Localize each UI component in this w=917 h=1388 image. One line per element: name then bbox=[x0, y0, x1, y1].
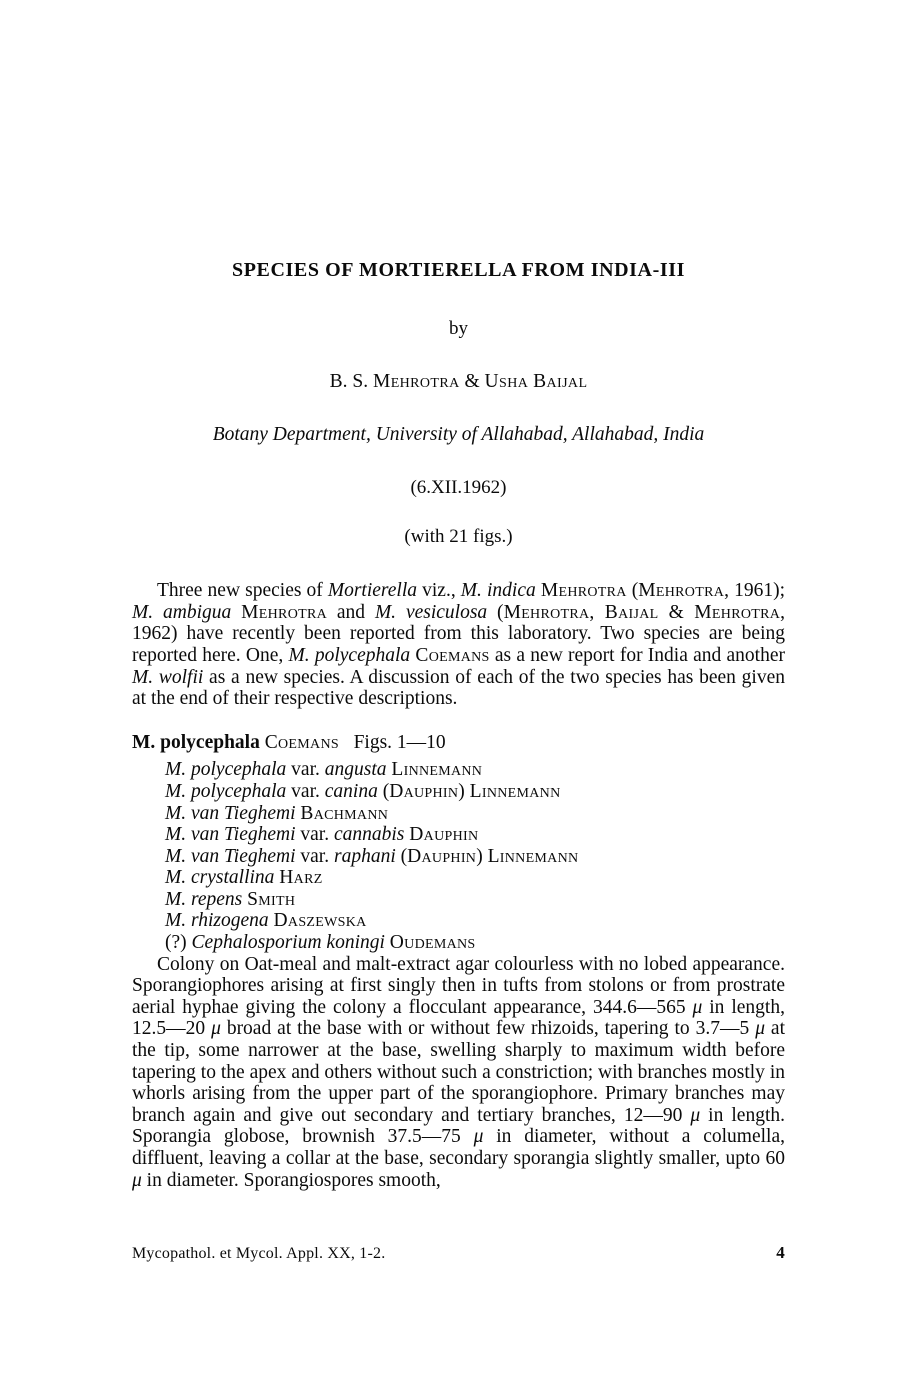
text-run-12: and bbox=[327, 601, 375, 623]
text-run-0: Colony on Oat-meal and malt-extract agar colourless with no lobed appearance. Sporangiophores arising at first singly then in tufts from stolons or from prostrate aerial hyphae giving the colony a flocculant appearance, 344.6—565 bbox=[132, 953, 785, 1018]
text-run-0: M. repens bbox=[165, 888, 243, 910]
text-run-4: Dauphin bbox=[409, 824, 479, 846]
text-run-10: in diameter, without a columella, diffluent, leaving a collar at the base, secondary sporangia slightly smaller, upto 60 bbox=[132, 1126, 785, 1170]
author-surname-1: Mehrotra bbox=[372, 370, 460, 392]
text-run-1: var. bbox=[295, 824, 334, 846]
text-run-21: M. wolfii bbox=[132, 666, 204, 688]
author-line bbox=[132, 370, 785, 393]
text-run-2: Bachmann bbox=[300, 802, 389, 824]
author-conjunction: & bbox=[459, 370, 485, 392]
text-run-4: broad at the base with or without few rhizoids, tapering to 3.7—5 bbox=[220, 1018, 756, 1040]
synonym-item bbox=[165, 759, 785, 781]
text-run-4: Dauphin bbox=[407, 845, 477, 867]
text-run-0: M. polycephala bbox=[165, 759, 287, 781]
text-run-3: ( bbox=[395, 845, 408, 867]
species-name: M. polycephala bbox=[132, 731, 260, 753]
text-run-9: μ bbox=[473, 1126, 484, 1148]
text-run-8: , 1961); bbox=[724, 580, 785, 602]
text-run-0: M. polycephala bbox=[165, 780, 287, 802]
synonym-item bbox=[165, 781, 785, 803]
text-run-2: Daszewska bbox=[273, 910, 367, 932]
text-run-2: in length, 12.5—20 bbox=[132, 996, 785, 1040]
text-run-13: M. vesiculosa bbox=[374, 601, 488, 623]
text-run-14: ( bbox=[487, 601, 504, 623]
synonym-item bbox=[165, 910, 785, 932]
author-surname-2: Baijal bbox=[533, 370, 588, 392]
text-run-2: angusta bbox=[324, 759, 387, 781]
text-run-6: at the tip, some narrower at the base, swelling sharply to maximum width before tapering to the apex and others without such a constriction; with branches mostly in whorls arising from the upper part of the sporangiophore. Primary branches may branch again and give out secondary and tertiary branches, 12—90 bbox=[132, 1018, 785, 1126]
text-run-6: ( bbox=[626, 580, 639, 602]
text-run-5: ) bbox=[476, 845, 488, 867]
text-run-3: M. indica bbox=[460, 580, 536, 602]
text-run-1: Cephalosporium koningi bbox=[191, 932, 385, 954]
text-run-3: ( bbox=[377, 780, 390, 802]
figure-note: (with 21 figs.) bbox=[404, 526, 513, 548]
text-run-1: Mortierella bbox=[327, 580, 418, 602]
text-run-0: M. van Tieghemi bbox=[165, 802, 296, 824]
text-run-1: μ bbox=[692, 996, 703, 1018]
text-run-0: M. van Tieghemi bbox=[165, 824, 296, 846]
text-run-0: (?) bbox=[165, 932, 192, 954]
species-authority: Coemans bbox=[264, 731, 339, 753]
text-run-20: as a new report for India and another bbox=[489, 644, 785, 666]
text-run-11: μ bbox=[132, 1169, 142, 1191]
text-run-5: ) bbox=[458, 780, 470, 802]
author-given-2: Usha bbox=[484, 370, 529, 392]
synonym-item bbox=[165, 803, 785, 825]
species-figure-range: Figs. 1—10 bbox=[353, 731, 446, 753]
text-run-1: var. bbox=[286, 759, 325, 781]
text-run-6: Linnemann bbox=[469, 780, 561, 802]
text-run-11: Mehrotra bbox=[241, 601, 328, 623]
text-run-0: Three new species of bbox=[157, 580, 328, 602]
synonym-item bbox=[165, 889, 785, 911]
text-run-3: Oudemans bbox=[389, 932, 476, 954]
synonym-item bbox=[165, 867, 785, 889]
page-footer bbox=[132, 1243, 785, 1263]
page-number: 4 bbox=[776, 1243, 785, 1262]
text-run-0: M. crystallina bbox=[165, 867, 275, 889]
journal-citation: Mycopathol. et Mycol. Appl. XX, 1-2. bbox=[132, 1245, 386, 1262]
text-run-8: in length. Sporangia globose, brownish 37.5—75 bbox=[132, 1104, 785, 1148]
text-run-0: M. van Tieghemi bbox=[165, 845, 296, 867]
text-run-10 bbox=[231, 602, 241, 623]
text-run-4: Linnemann bbox=[391, 759, 483, 781]
by-label: by bbox=[449, 318, 468, 339]
text-run-17: M. polycephala bbox=[288, 644, 411, 666]
text-run-6: Linnemann bbox=[487, 845, 579, 867]
received-date: (6.XII.1962) bbox=[410, 476, 507, 498]
author-initials-1: B. S. bbox=[329, 370, 373, 392]
text-run-3: μ bbox=[211, 1018, 221, 1040]
text-run-9: M. ambigua bbox=[132, 601, 232, 623]
text-run-1: var. bbox=[286, 780, 325, 802]
text-run-2: viz., bbox=[417, 580, 461, 602]
text-run-1: var. bbox=[295, 845, 334, 867]
text-run-0: M. rhizogena bbox=[165, 910, 269, 932]
affiliation: Botany Department, University of Allahabad, Allahabad, India bbox=[212, 424, 705, 446]
text-run-12: in diameter. Sporangiospores smooth, bbox=[141, 1169, 441, 1191]
synonym-item bbox=[165, 846, 785, 868]
text-run-16: , 1962) have recently been reported from this laboratory. Two species are being reported here. One, bbox=[132, 601, 786, 666]
text-run-2: canina bbox=[324, 780, 378, 802]
synonym-item bbox=[165, 824, 785, 846]
page-title: SPECIES OF MORTIERELLA FROM INDIA-III bbox=[231, 259, 686, 281]
text-run-7: μ bbox=[690, 1104, 701, 1126]
heading-gap bbox=[339, 732, 354, 753]
synonym-list bbox=[132, 759, 785, 953]
species-description bbox=[132, 954, 785, 1192]
text-run-4: Dauphin bbox=[389, 780, 459, 802]
text-run-5: Mehrotra bbox=[540, 580, 627, 602]
text-run-22: as a new species. A discussion of each of the two species has been given at the end of their respective descriptions. bbox=[132, 666, 785, 710]
text-run-2: cannabis bbox=[333, 824, 405, 846]
text-run-15: Mehrotra, Baijal & Mehrotra bbox=[503, 601, 781, 623]
text-run-2: Harz bbox=[279, 867, 323, 889]
species-heading bbox=[132, 732, 785, 754]
text-run-2: Smith bbox=[247, 888, 296, 910]
text-run-7: Mehrotra bbox=[638, 580, 725, 602]
text-run-2: raphani bbox=[333, 845, 396, 867]
text-run-19: Coemans bbox=[415, 644, 490, 666]
text-run-5: μ bbox=[755, 1018, 765, 1040]
intro-paragraph bbox=[132, 580, 785, 710]
synonym-item bbox=[165, 932, 785, 954]
page-content bbox=[132, 0, 785, 1191]
